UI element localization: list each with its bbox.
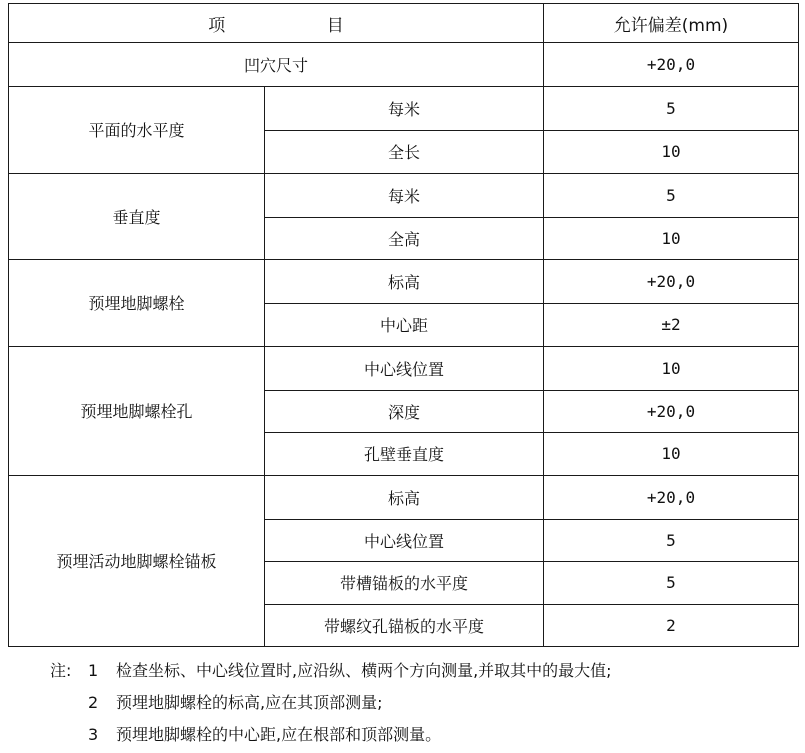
tolerance-table — [8, 3, 799, 647]
row-value: +20,0 — [544, 260, 799, 304]
note-item — [48, 687, 612, 719]
sub-label: 深度 — [265, 390, 544, 433]
sub-label: 带槽锚板的水平度 — [265, 562, 544, 605]
row-value: 10 — [544, 217, 799, 260]
row-value: +20,0 — [544, 475, 799, 519]
table-row — [9, 43, 799, 87]
sub-label: 标高 — [265, 475, 544, 519]
row-label: 凹穴尺寸 — [9, 43, 544, 87]
notes-prefix: 注: — [50, 661, 72, 680]
group-label: 预埋活动地脚螺栓锚板 — [9, 475, 265, 647]
note-item — [48, 655, 612, 687]
sub-label: 带螺纹孔锚板的水平度 — [265, 604, 544, 647]
table-header-row — [9, 4, 799, 43]
note-item — [48, 719, 612, 751]
sub-label: 中心线位置 — [265, 346, 544, 390]
row-value: 5 — [544, 173, 799, 217]
sub-label: 每米 — [265, 87, 544, 131]
row-value: 10 — [544, 433, 799, 476]
row-value: 10 — [544, 346, 799, 390]
row-value: +20,0 — [544, 390, 799, 433]
row-value: 5 — [544, 87, 799, 131]
row-value: 10 — [544, 131, 799, 174]
note-text: 检查坐标、中心线位置时,应沿纵、横两个方向测量,并取其中的最大值; — [116, 661, 612, 680]
sub-label: 中心距 — [265, 304, 544, 347]
note-text: 预埋地脚螺栓的标高,应在其顶部测量; — [116, 693, 383, 712]
note-text: 预埋地脚螺栓的中心距,应在根部和顶部测量。 — [116, 725, 442, 744]
row-value: 5 — [544, 519, 799, 562]
note-index: 2 — [88, 693, 99, 712]
table-row — [9, 173, 799, 217]
sub-label: 全高 — [265, 217, 544, 260]
row-value: +20,0 — [544, 43, 799, 87]
note-index: 1 — [88, 661, 99, 680]
table-row — [9, 346, 799, 390]
table-row — [9, 87, 799, 131]
group-label: 预埋地脚螺栓 — [9, 260, 265, 347]
sub-label: 孔壁垂直度 — [265, 433, 544, 476]
group-label: 平面的水平度 — [9, 87, 265, 174]
row-value: 5 — [544, 562, 799, 605]
sub-label: 每米 — [265, 173, 544, 217]
notes-block — [48, 655, 612, 751]
table-row — [9, 475, 799, 519]
note-index: 3 — [88, 725, 99, 744]
sub-label: 中心线位置 — [265, 519, 544, 562]
header-item: 项 目 — [9, 4, 544, 43]
table-row — [9, 260, 799, 304]
sub-label: 全长 — [265, 131, 544, 174]
row-value: 2 — [544, 604, 799, 647]
group-label: 垂直度 — [9, 173, 265, 260]
header-tolerance: 允许偏差(mm) — [544, 4, 799, 43]
sub-label: 标高 — [265, 260, 544, 304]
group-label: 预埋地脚螺栓孔 — [9, 346, 265, 475]
row-value: ±2 — [544, 304, 799, 347]
